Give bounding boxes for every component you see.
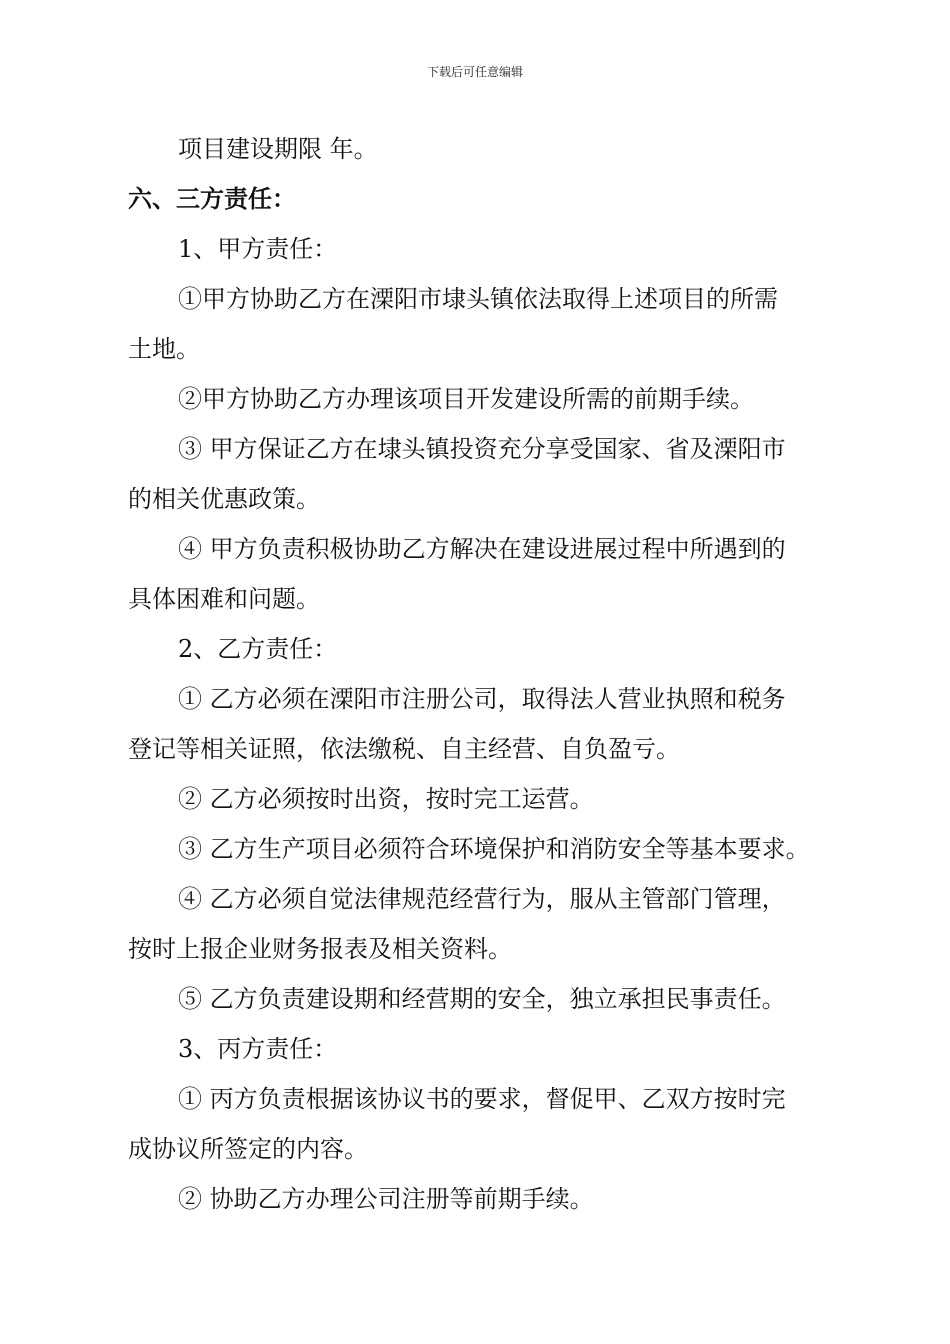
text-line: 的相关优惠政策。 <box>128 485 320 513</box>
text-line: 2、乙方责任： <box>178 635 338 663</box>
text-line: ④ 甲方负责积极协助乙方解决在建设进展过程中所遇到的 <box>178 535 786 563</box>
text-line: ① 乙方必须在溧阳市注册公司，取得法人营业执照和税务 <box>178 685 786 713</box>
text-line: 土地。 <box>128 335 200 363</box>
text-line: ④ 乙方必须自觉法律规范经营行为，服从主管部门管理， <box>178 885 786 913</box>
text-line: 按时上报企业财务报表及相关资料。 <box>128 935 512 963</box>
page-header: 下载后可任意编辑 <box>426 65 523 79</box>
text-line: ①甲方协助乙方在溧阳市埭头镇依法取得上述项目的所需 <box>178 285 778 313</box>
text-line: 具体困难和问题。 <box>128 585 320 613</box>
text-line: ③ 乙方生产项目必须符合环境保护和消防安全等基本要求。 <box>178 835 810 863</box>
text-line: 1、甲方责任： <box>178 235 338 263</box>
text-line: ② 协助乙方办理公司注册等前期手续。 <box>178 1185 594 1213</box>
section-heading: 六、三方责任： <box>128 184 296 213</box>
text-line: 登记等相关证照，依法缴税、自主经营、自负盈亏。 <box>128 735 680 763</box>
text-line: 项目建设期限 年。 <box>178 135 378 163</box>
text-line: ②甲方协助乙方办理该项目开发建设所需的前期手续。 <box>178 385 754 413</box>
text-line: ⑤ 乙方负责建设期和经营期的安全，独立承担民事责任。 <box>178 985 786 1013</box>
text-line: ① 丙方负责根据该协议书的要求，督促甲、乙双方按时完 <box>178 1085 786 1113</box>
text-line: ② 乙方必须按时出资，按时完工运营。 <box>178 785 594 813</box>
text-line: 成协议所签定的内容。 <box>128 1135 368 1163</box>
text-line: 3、丙方责任： <box>178 1035 338 1063</box>
document-body <box>128 124 828 1224</box>
text-line: ③ 甲方保证乙方在埭头镇投资充分享受国家、省及溧阳市 <box>178 435 786 463</box>
